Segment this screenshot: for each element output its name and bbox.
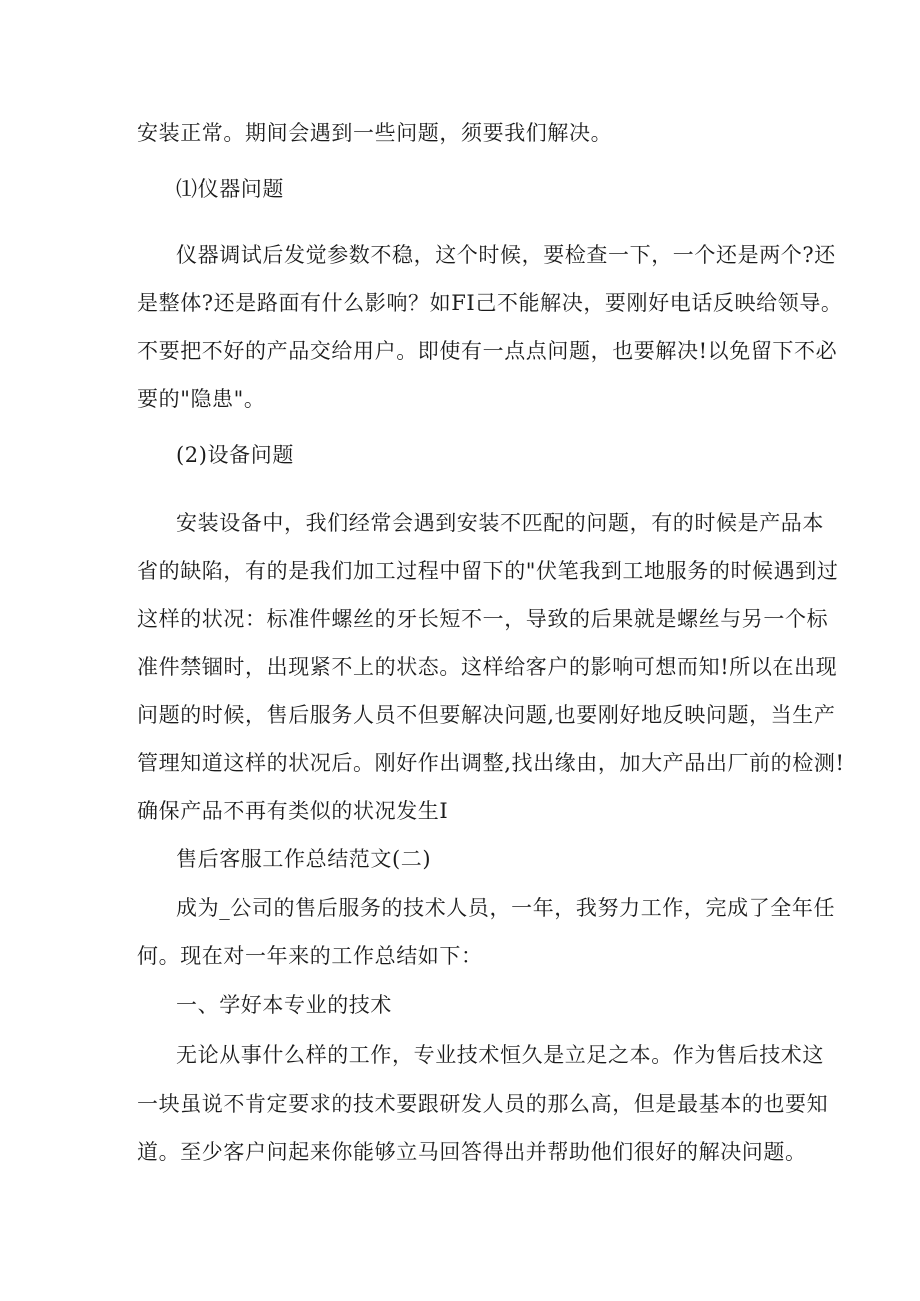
section-heading-equipment: (2)设备问题 <box>176 443 294 467</box>
paragraph-line: 准件禁锢时，出现紧不上的状态。这样给客户的影响可想而知!所以在出现 <box>137 655 838 679</box>
paragraph-line: 这样的状况：标准件螺丝的牙长短不一，导致的后果就是螺丝与另一个标 <box>137 607 829 631</box>
paragraph-line: 管理知道这样的状况后。刚好作出调整,找出缘由，加大产品出厂前的检测! <box>137 751 845 775</box>
paragraph-line: 成为_公司的售后服务的技术人员，一年，我努力工作，完成了全年任 <box>176 896 836 920</box>
paragraph-line: 要的"隐患"。 <box>137 387 266 411</box>
paragraph-line: 问题的时候，售后服务人员不但要解决问题,也要刚好地反映问题，当生产 <box>137 703 836 727</box>
section-title-sample-two: 售后客服工作总结范文(二) <box>176 847 432 871</box>
paragraph-line: 何。现在对一年来的工作总结如下： <box>137 944 483 968</box>
paragraph-line: 确保产品不再有类似的状况发生I <box>137 799 449 823</box>
paragraph-line: 仪器调试后发觉参数不稳，这个时候，要检查一下，一个还是两个?还 <box>176 243 836 267</box>
paragraph-line: 安装正常。期间会遇到一些问题，须要我们解决。 <box>137 121 613 145</box>
paragraph-line: 省的缺陷，有的是我们加工过程中留下的"伏笔我到工地服务的时候遇到过 <box>137 559 839 583</box>
paragraph-line: 道。至少客户问起来你能够立马回答得出并帮助他们很好的解决问题。 <box>137 1140 807 1164</box>
paragraph-line: 一块虽说不肯定要求的技术要跟研发人员的那么高，但是最基本的也要知 <box>137 1092 829 1116</box>
paragraph-line: 不要把不好的产品交给用户。即使有一点点问题，也要解决!以免留下不必 <box>137 339 838 363</box>
paragraph-line: 是整体?还是路面有什么影响？如FI己不能解决，要刚好电话反映给领导。 <box>137 291 843 315</box>
section-heading-instrument: ⑴仪器问题 <box>176 177 284 201</box>
paragraph-line: 安装设备中，我们经常会遇到安装不匹配的问题，有的时候是产品本 <box>176 511 824 535</box>
section-heading-learn-skills: 一、学好本专业的技术 <box>176 993 392 1017</box>
paragraph-line: 无论从事什么样的工作，专业技术恒久是立足之本。作为售后技术这 <box>176 1043 824 1067</box>
